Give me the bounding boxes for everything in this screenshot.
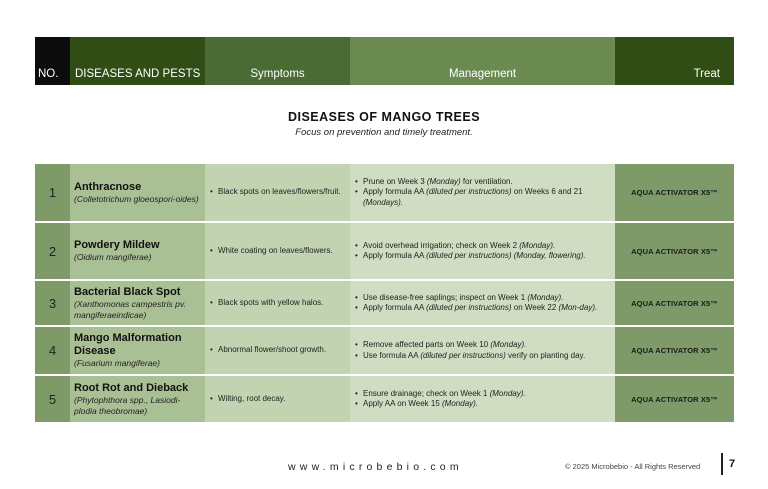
scientific-name: (Fusarium mangiferae) (74, 358, 160, 368)
management-item: • Apply formula AA (diluted per instructions) (Monday, flowering). (354, 251, 586, 262)
management-cell (350, 281, 615, 325)
page-number: 7 (729, 458, 736, 470)
scientific-name: (Oidium mangiferae) (74, 252, 152, 262)
treat-product: AQUA ACTIVATOR X5™ (615, 327, 734, 374)
disease-name: Bacterial Black Spot (74, 285, 181, 298)
symptom-item: • Abnormal flower/shoot growth. (209, 345, 326, 356)
symptom-item: • Black spots with yellow halos. (209, 298, 323, 309)
row-number: 5 (35, 376, 70, 422)
disease-name: Powdery Mildew (74, 239, 160, 251)
management-item: • Use formula AA (diluted per instructions) verify on planting day. (354, 351, 585, 362)
management-item: • Ensure drainage; check on Week 1 (Monday). (354, 389, 526, 400)
footer-copyright: © 2025 Microbebio - All Rights Reserved (565, 462, 701, 471)
page-title: DISEASES OF MANGO TREES (287, 110, 481, 124)
table-row (35, 164, 734, 221)
disease-name: Mango Malformation Disease (74, 332, 182, 357)
section-heading (0, 110, 768, 138)
disease-cell (70, 376, 205, 422)
management-item: • Use disease-free saplings; inspect on Week 1 (Monday). (354, 293, 597, 304)
table-row (35, 376, 734, 422)
management-item: • Apply formula AA (diluted per instructions) on Week 22 (Mon-day). (354, 303, 597, 314)
scientific-name: (Phytophthora spp., Lasiodi-plodia theobromae) (74, 394, 181, 416)
disease-cell (70, 327, 205, 374)
symptom-cell (205, 327, 350, 374)
management-item: • Avoid overhead irrigation; check on Week 2 (Monday). (354, 241, 586, 252)
symptom-item: • Black spots on leaves/flowers/fruit. (209, 187, 341, 198)
footer-url[interactable]: www.microbebio.com (288, 461, 463, 473)
management-item: • Remove affected parts on Week 10 (Monday). (354, 340, 585, 351)
disease-name: Root Rot and Dieback (74, 381, 189, 394)
symptom-cell (205, 376, 350, 422)
table-row (35, 281, 734, 325)
management-cell (350, 376, 615, 422)
symptom-cell (205, 223, 350, 279)
row-number: 1 (35, 164, 70, 221)
management-item: • Apply AA on Week 15 (Monday). (354, 399, 526, 410)
header-symptoms: Symptoms (205, 37, 350, 85)
treat-product: AQUA ACTIVATOR X5™ (615, 164, 734, 221)
row-number: 4 (35, 327, 70, 374)
treat-product: AQUA ACTIVATOR X5™ (615, 281, 734, 325)
disease-cell (70, 164, 205, 221)
management-cell (350, 223, 615, 279)
page-subtitle: Focus on prevention and timely treatment. (295, 127, 473, 138)
symptom-item: • Wilting, root decay. (209, 394, 285, 405)
scientific-name: (Xanthomonas campestris pv. mangiferaeindicae) (74, 298, 186, 320)
disease-cell (70, 281, 205, 325)
treat-product: AQUA ACTIVATOR X5™ (615, 376, 734, 422)
table-header (35, 37, 734, 85)
scientific-name: (Colletotrichum gloeospori-oides) (74, 193, 199, 204)
disease-cell (70, 223, 205, 279)
management-item: • Prune on Week 3 (Monday) for ventilation. (354, 177, 611, 188)
row-number: 3 (35, 281, 70, 325)
disease-name: Anthracnose (74, 180, 142, 193)
table-row (35, 327, 734, 374)
management-cell (350, 164, 615, 221)
symptom-cell (205, 281, 350, 325)
treat-product: AQUA ACTIVATOR X5™ (615, 223, 734, 279)
disease-table (35, 164, 734, 424)
management-cell (350, 327, 615, 374)
table-row (35, 223, 734, 279)
header-no: NO. (35, 37, 70, 85)
header-management: Management (350, 37, 615, 85)
footer-divider (721, 453, 723, 475)
symptom-cell (205, 164, 350, 221)
management-item: • Apply formula AA (diluted per instructions) on Weeks 6 and 21 (Mondays). (354, 187, 611, 208)
symptom-item: • White coating on leaves/flowers. (209, 246, 333, 257)
row-number: 2 (35, 223, 70, 279)
header-diseases: DISEASES AND PESTS (70, 37, 205, 85)
header-treat: Treat (615, 37, 734, 85)
